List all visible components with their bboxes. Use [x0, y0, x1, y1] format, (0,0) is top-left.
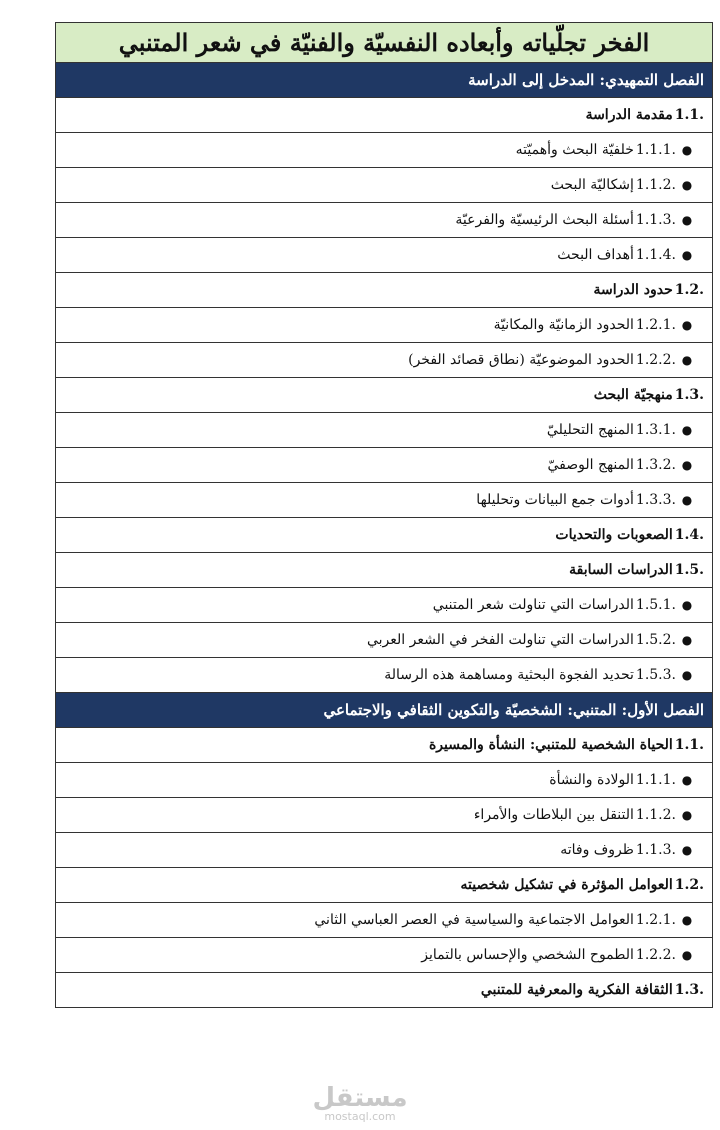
subsection-row	[56, 133, 712, 168]
bullet-icon: ●	[681, 318, 693, 332]
chapter-heading	[56, 63, 712, 98]
subsection-row	[56, 308, 712, 343]
chapter-title: الفصل الأول: المتنبي: الشخصيّة والتكوين الثقافي والاجتماعي	[323, 701, 704, 719]
section-row	[56, 973, 712, 1008]
subsection-row	[56, 203, 712, 238]
subsection-row	[56, 588, 712, 623]
item-title: الدراسات السابقة	[569, 562, 673, 578]
item-number: 1.1.2.	[635, 807, 676, 823]
item-number: 1.3.2.	[635, 457, 676, 473]
item-title: العوامل الاجتماعية والسياسية في العصر العباسي الثاني	[314, 912, 634, 928]
bullet-icon: ●	[681, 598, 693, 612]
item-title: إشكاليّة البحث	[550, 177, 634, 193]
bullet-icon: ●	[681, 773, 693, 787]
item-title: العوامل المؤثرة في تشكيل شخصيته	[460, 877, 673, 893]
subsection-row	[56, 903, 712, 938]
item-title: منهجيّة البحث	[593, 387, 673, 403]
item-title: الثقافة الفكرية والمعرفية للمتنبي	[480, 982, 673, 998]
subsection-row	[56, 343, 712, 378]
item-number: 1.1.3.	[635, 842, 676, 858]
subsection-row	[56, 763, 712, 798]
item-title: حدود الدراسة	[593, 282, 673, 298]
subsection-row	[56, 238, 712, 273]
subsection-row	[56, 658, 712, 693]
item-number: 1.1.2.	[635, 177, 676, 193]
watermark-url: mostaql.com	[324, 1110, 396, 1123]
section-row	[56, 868, 712, 903]
watermark-arabic: مستقل	[312, 1083, 408, 1113]
subsection-row	[56, 798, 712, 833]
item-number: 1.1.1.	[635, 772, 676, 788]
bullet-icon: ●	[681, 493, 693, 507]
item-number: 1.2.	[674, 877, 704, 893]
subsection-row	[56, 938, 712, 973]
item-number: 1.3.1.	[635, 422, 676, 438]
item-number: 1.1.	[674, 737, 704, 753]
bullet-icon: ●	[681, 948, 693, 962]
section-row	[56, 98, 712, 133]
item-title: الطموح الشخصي والإحساس بالتمايز	[421, 947, 634, 963]
section-row	[56, 728, 712, 763]
item-title: الحياة الشخصية للمتنبي: النشأة والمسيرة	[428, 737, 673, 753]
subsection-row	[56, 833, 712, 868]
item-number: 1.3.3.	[635, 492, 676, 508]
item-number: 1.2.2.	[635, 352, 676, 368]
item-title: خلفيّة البحث وأهميّته	[515, 142, 634, 158]
item-title: مقدمة الدراسة	[585, 107, 673, 123]
item-title: التنقل بين البلاطات والأمراء	[473, 807, 634, 823]
item-title: تحديد الفجوة البحثية ومساهمة هذه الرسالة	[384, 667, 634, 683]
item-title: أهداف البحث	[557, 247, 634, 263]
bullet-icon: ●	[681, 913, 693, 927]
section-row	[56, 273, 712, 308]
item-number: 1.5.3.	[635, 667, 676, 683]
subsection-row	[56, 168, 712, 203]
mostaql-watermark	[300, 1085, 420, 1123]
chapter-heading	[56, 693, 712, 728]
item-number: 1.1.	[674, 107, 704, 123]
item-number: 1.3.	[674, 387, 704, 403]
item-title: أسئلة البحث الرئيسيّة والفرعيّة	[455, 212, 634, 228]
item-number: 1.5.1.	[635, 597, 676, 613]
item-number: 1.2.	[674, 282, 704, 298]
item-number: 1.1.4.	[635, 247, 676, 263]
bullet-icon: ●	[681, 808, 693, 822]
subsection-row	[56, 623, 712, 658]
subsection-row	[56, 483, 712, 518]
toc-rows	[56, 63, 712, 1008]
subsection-row	[56, 448, 712, 483]
subsection-row	[56, 413, 712, 448]
item-number: 1.2.1.	[635, 317, 676, 333]
bullet-icon: ●	[681, 633, 693, 647]
item-number: 1.3.	[674, 982, 704, 998]
item-title: المنهج التحليليّ	[546, 422, 634, 438]
item-title: الولادة والنشأة	[549, 772, 634, 788]
item-title: الحدود الموضوعيّة (نطاق قصائد الفخر)	[408, 352, 634, 368]
item-number: 1.1.3.	[635, 212, 676, 228]
bullet-icon: ●	[681, 213, 693, 227]
item-title: ظروف وفاته	[560, 842, 634, 858]
bullet-icon: ●	[681, 143, 693, 157]
bullet-icon: ●	[681, 248, 693, 262]
item-title: أدوات جمع البيانات وتحليلها	[476, 492, 634, 508]
bullet-icon: ●	[681, 423, 693, 437]
bullet-icon: ●	[681, 353, 693, 367]
bullet-icon: ●	[681, 178, 693, 192]
item-title: المنهج الوصفيّ	[547, 457, 634, 473]
section-row	[56, 553, 712, 588]
section-row	[56, 518, 712, 553]
item-number: 1.5.	[674, 562, 704, 578]
bullet-icon: ●	[681, 458, 693, 472]
item-number: 1.4.	[674, 527, 704, 543]
document-title: الفخر تجلّياته وأبعاده النفسيّة والفنيّة في شعر المتنبي	[56, 23, 712, 63]
item-title: الدراسات التي تناولت الفخر في الشعر العربي	[366, 632, 634, 648]
item-title: الصعوبات والتحديات	[555, 527, 673, 543]
item-number: 1.1.1.	[635, 142, 676, 158]
item-number: 1.5.2.	[635, 632, 676, 648]
table-of-contents	[55, 22, 713, 1008]
section-row	[56, 378, 712, 413]
item-number: 1.2.1.	[635, 912, 676, 928]
bullet-icon: ●	[681, 668, 693, 682]
chapter-title: الفصل التمهيدي: المدخل إلى الدراسة	[468, 71, 704, 89]
bullet-icon: ●	[681, 843, 693, 857]
item-number: 1.2.2.	[635, 947, 676, 963]
item-title: الحدود الزمانيّة والمكانيّة	[493, 317, 634, 333]
item-title: الدراسات التي تناولت شعر المتنبي	[432, 597, 634, 613]
